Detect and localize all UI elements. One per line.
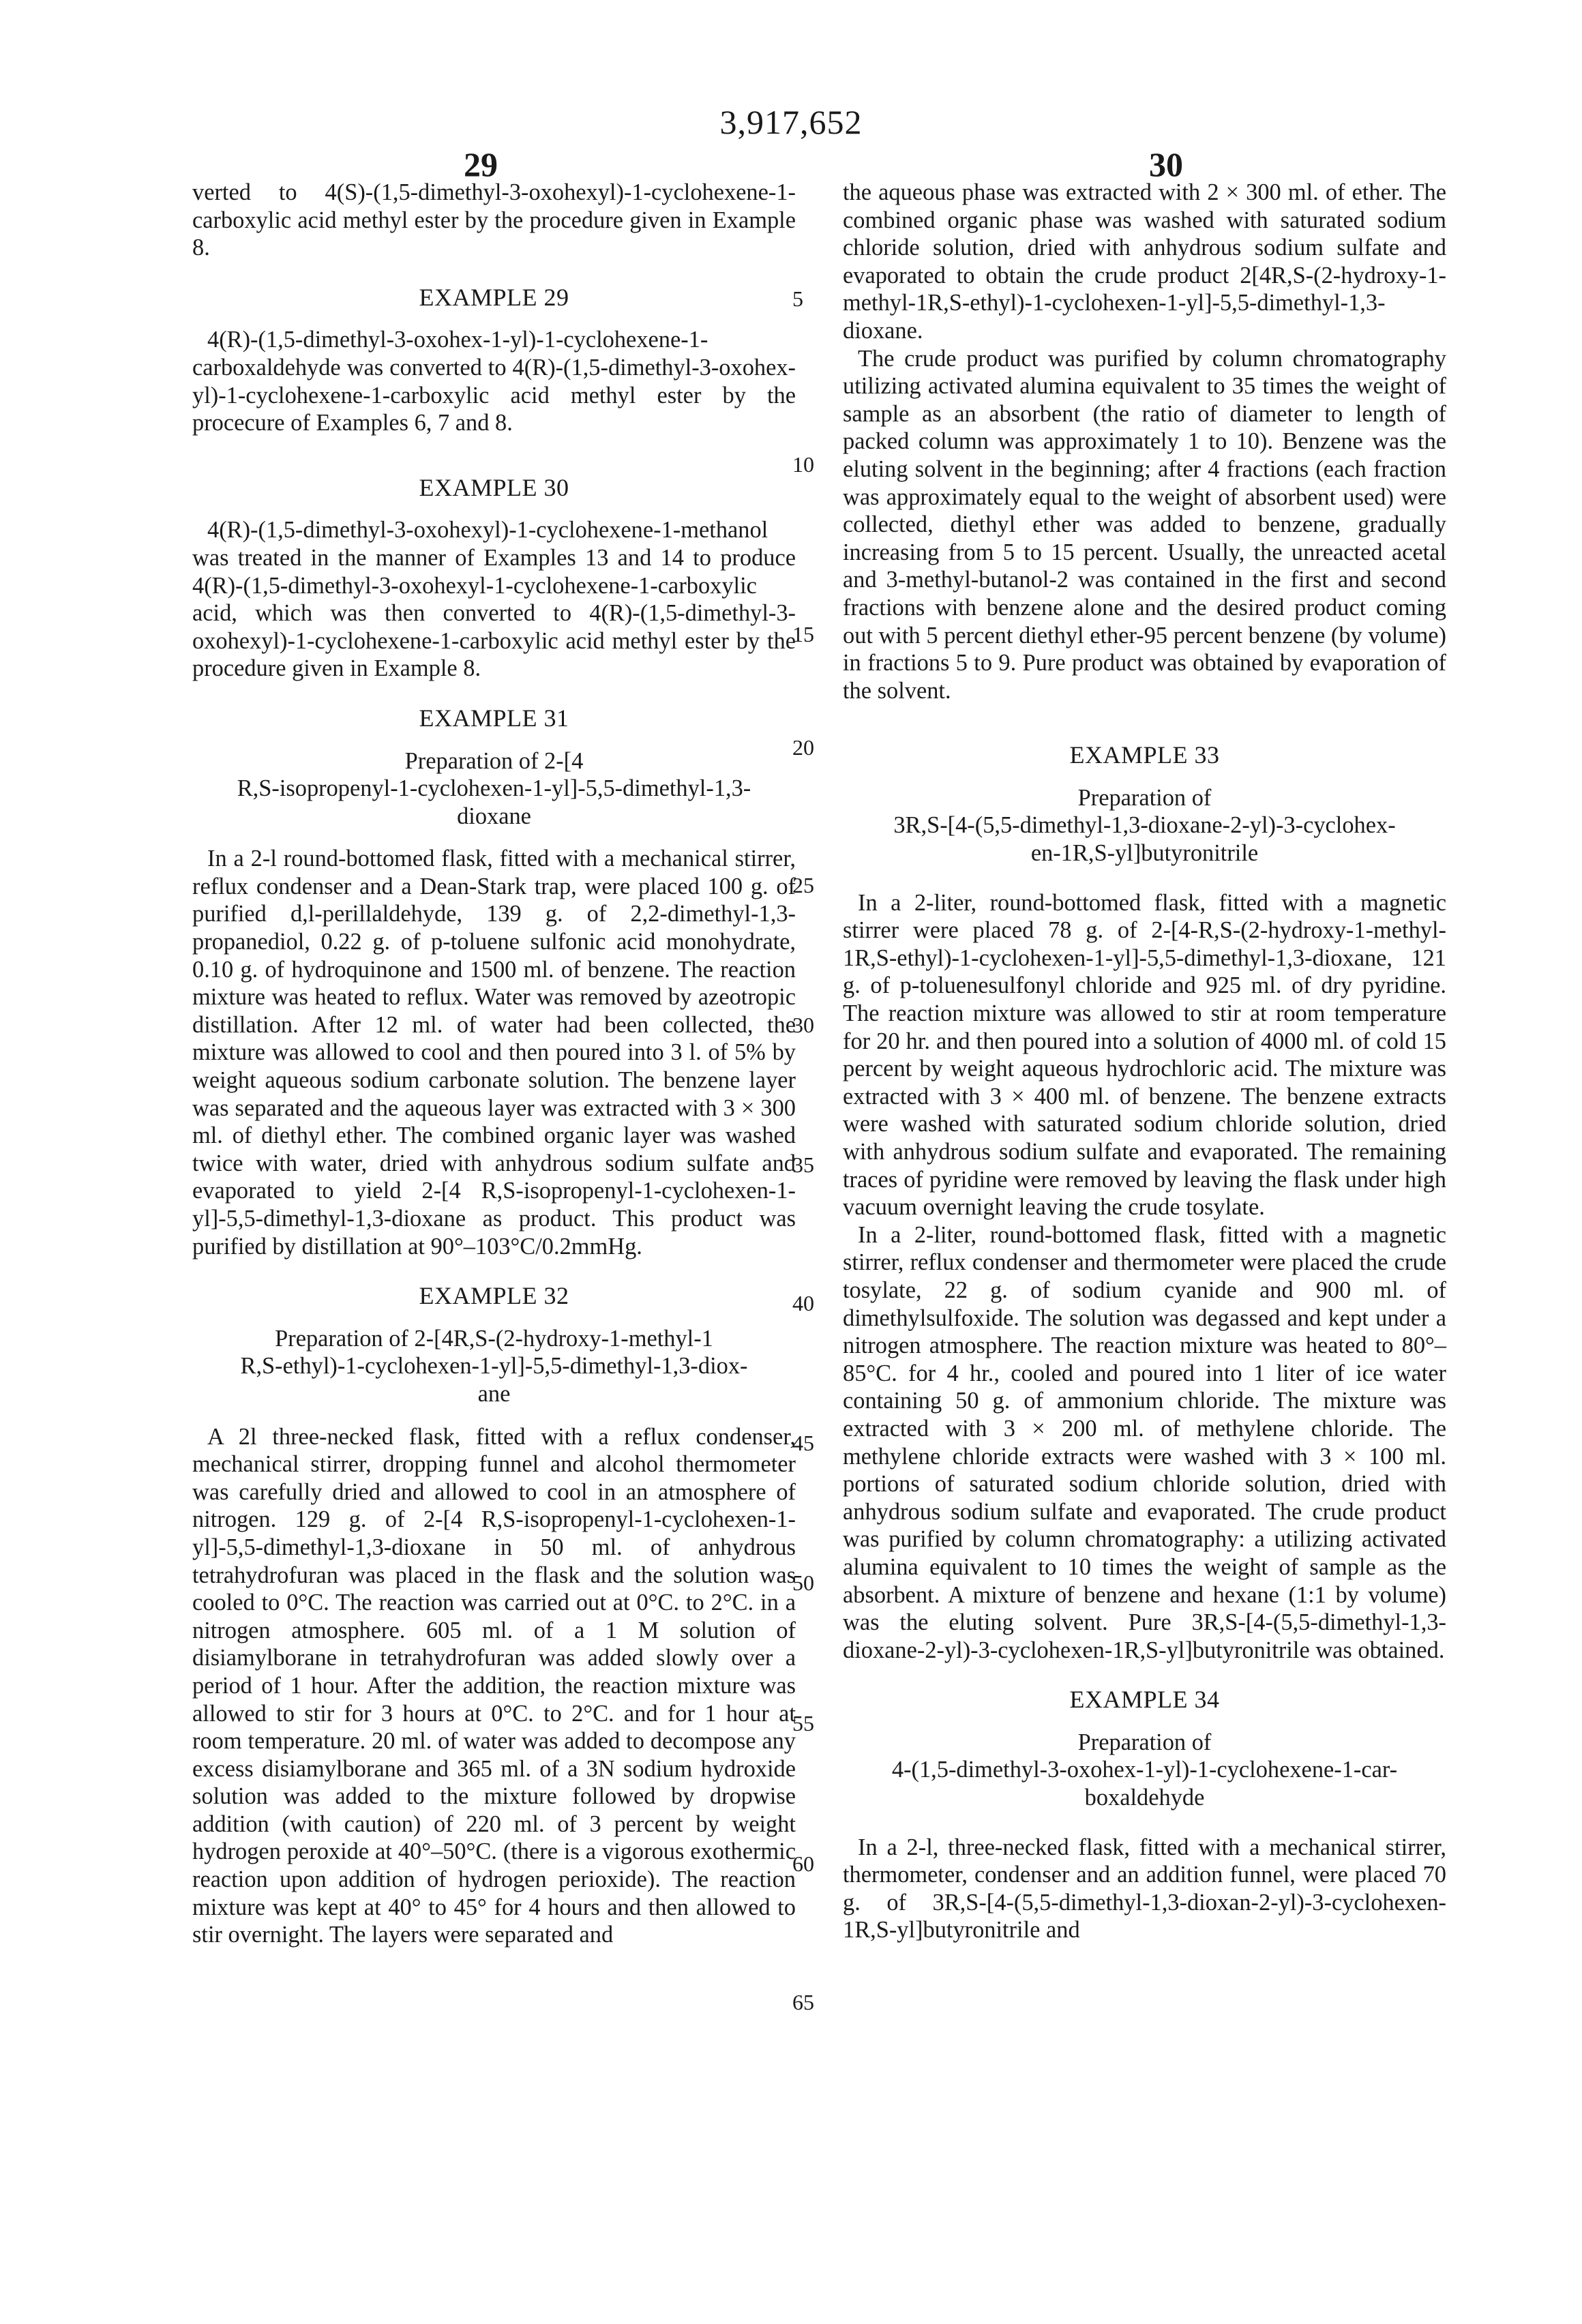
right-column [843,179,1446,1944]
example-32-title-line-3: ane [477,1380,511,1407]
example-34-title-line-1: Preparation of [1077,1729,1212,1755]
example-32-title-line-2: R,S-ethyl)-1-cyclohexen-1-yl]-5,5-dimethyl-1,3-diox- [240,1353,748,1380]
example-33-heading: EXAMPLE 33 [1069,741,1220,769]
line-number: 30 [792,1013,814,1037]
example-29-text: 4(R)-(1,5-dimethyl-3-oxohex-1-yl)-1-cyclohexene-1-carboxaldehyde was converted to 4(R)-(1,5-dimethyl-3-oxohex-yl)-1-cyclohexene-1-carboxylic acid methyl ester by the procecure of Examples 6, 7 and 8. [192,327,796,436]
example-34-heading: EXAMPLE 34 [1069,1686,1220,1714]
line-number: 60 [792,1851,814,1876]
purification-paragraph: The crude product was purified by column chromatography utilizing activated alumina equivalent to 35 times the weight of sample as an absorbent (the ratio of diameter to length of packed column was approximately 1 to 10). Benzene was the eluting solvent in the beginning; after 4 fractions (each fraction was approximately equal to the weight of absorbent used) were collected, diethyl ether was added to benzene, gradually increasing from 5 to 15 percent. Usually, the unreacted acetal and 3-methyl-butanol-2 was contained in the first and second fractions with benzene alone and the desired product coming out with 5 percent diethyl ether-95 percent benzene (by volume) in fractions 5 to 9. Pure product was obtained by evaporation of the solvent. [843,345,1446,704]
example-32-title-line-1: Preparation of 2-[4R,S-(2-hydroxy-1-methyl-1 [275,1325,713,1352]
line-number: 5 [792,286,803,311]
line-number: 20 [792,735,814,760]
example-34-title-line-2: 4-(1,5-dimethyl-3-oxohex-1-yl)-1-cyclohexene-1-car- [891,1757,1398,1783]
line-number: 40 [792,1291,814,1315]
example-31-title-line-2: R,S-isopropenyl-1-cyclohexen-1-yl]-5,5-dimethyl-1,3- [237,775,751,802]
example-30-text: 4(R)-(1,5-dimethyl-3-oxohexyl)-1-cyclohexene-1-methanol was treated in the manner of Examples 13 and 14 to produce 4(R)-(1,5-dimethyl-3-oxohexyl-1-cyclohexene-1-carboxylic acid, which was then converted to 4(R)-(1,5-dimethyl-3-oxohexyl)-1-cyclohexene-1-carboxylic acid methyl ester by the procedure given in Example 8. [192,517,796,682]
example-31-heading: EXAMPLE 31 [419,704,569,732]
line-number: 45 [792,1431,814,1455]
example-32-text: A 2l three-necked flask, fitted with a reflux condenser, mechanical stirrer, dropping funnel and alcohol thermometer was carefully dried and allowed to cool in an atmosphere of nitrogen. 129 g. of 2-[4 R,S-isopropenyl-1-cyclohexen-1-yl]-5,5-dimethyl-1,3-dioxane in 50 ml. of anhydrous tetrahydrofuran was placed in the flask and the solution was cooled to 0°C. The reaction was carried out at 0°C. to 2°C. in a nitrogen atmosphere. 605 ml. of a 1 M solution of disiamylborane in tetrahydrofuran was added slowly over a period of 1 hour. After the addition, the reaction mixture was allowed to stir for 3 hours at 0°C. to 2°C. and for 1 hour at room temperature. 20 ml. of water was added to decompose any excess disiamylborane and 365 ml. of a 3N sodium hydroxide solution was added to the mixture followed by dropwise addition (with caution) of 220 ml. of 3 percent by weight hydrogen peroxide at 40°–50°C. (there is a vigorous exothermic reaction upon addition of hydrogen perioxide). The reaction mixture was kept at 40° to 45° for 4 hours and then allowed to stir overnight. The layers were separated and [192,1423,796,1948]
line-number: 35 [792,1152,814,1177]
example-33-title-line-2: 3R,S-[4-(5,5-dimethyl-1,3-dioxane-2-yl)-3-cyclohex- [893,812,1396,839]
example-29-heading: EXAMPLE 29 [419,283,569,311]
line-number: 15 [792,622,814,646]
continued-paragraph: verted to 4(S)-(1,5-dimethyl-3-oxohexyl)-1-cyclohexene-1-carboxylic acid methyl ester by the procedure given in Example 8. [192,179,796,261]
line-number: 50 [792,1570,814,1595]
example-32-heading: EXAMPLE 32 [419,1282,569,1310]
example-30-heading: EXAMPLE 30 [419,473,569,501]
example-31-title-line-1: Preparation of 2-[4 [404,747,584,774]
example-33-text-2: In a 2-liter, round-bottomed flask, fitted with a magnetic stirrer, reflux condenser and thermometer were placed the crude tosylate, 22 g. of sodium cyanide and 900 ml. of dimethylsulfoxide. The solution was degassed and kept under a nitrogen atmosphere. The reaction mixture was heated to 80°–85°C. for 4 hr., cooled and poured into 1 liter of ice water containing 50 g. of ammonium chloride. The mixture was extracted with 3 × 200 ml. of methylene chloride. The methylene chloride extracts were washed with 3 × 100 ml. portions of saturated sodium chloride solution, dried with anhydrous sodium sulfate and evaporated. The crude product was purified by column chromatography: a utilizing activated alumina equivalent to 10 times the weight of sample as the absorbent. A mixture of benzene and hexane (1:1 by volume) was the eluting solvent. Pure 3R,S-[4-(5,5-dimethyl-1,3-dioxane-2-yl)-3-cyclohexen-1R,S-yl]butyronitrile was obtained. [843,1221,1446,1663]
example-33-title-line-1: Preparation of [1077,784,1212,811]
example-34-text: In a 2-l, three-necked flask, fitted with a mechanical stirrer, thermometer, condenser and an addition funnel, were placed 70 g. of 3R,S-[4-(5,5-dimethyl-1,3-dioxan-2-yl)-3-cyclohexen-1R,S-yl]butyronitrile and [843,1834,1446,1943]
left-column-number: 29 [464,145,498,183]
line-number: 10 [792,452,814,477]
example-34-title-line-3: boxaldehyde [1084,1785,1205,1811]
continued-paragraph: the aqueous phase was extracted with 2 × 300 ml. of ether. The combined organic phase was washed with saturated sodium chloride solution, dried with anhydrous sodium sulfate and evaporated to obtain the crude product 2[4R,S-(2-hydroxy-1-methyl-1R,S-ethyl)-1-cyclohexen-1-yl]-5,5-dimethyl-1,3-dioxane. [843,179,1446,344]
example-31-text: In a 2-l round-bottomed flask, fitted with a mechanical stirrer, reflux condenser and a Dean-Stark trap, were placed 100 g. of purified d,l-perillaldehyde, 139 g. of 2,2-dimethyl-1,3-propanediol, 0.22 g. of p-toluene sulfonic acid monohydrate, 0.10 g. of hydroquinone and 1500 ml. of benzene. The reaction mixture was heated to reflux. Water was removed by azeotropic distillation. After 12 ml. of water had been collected, the mixture was allowed to cool and then poured into 3 l. of 5% by weight aqueous sodium carbonate solution. The benzene layer was separated and the aqueous layer was extracted with 3 × 300 ml. of diethyl ether. The combined organic layer was washed twice with water, dried with anhydrous sodium sulfate and evaporated to yield 2-[4 R,S-isopropenyl-1-cyclohexen-1-yl]-5,5-dimethyl-1,3-dioxane as product. This product was purified by distillation at 90°–103°C/0.2mmHg. [192,846,796,1260]
line-number: 25 [792,873,814,897]
left-column [192,179,796,1949]
example-33-text-1: In a 2-liter, round-bottomed flask, fitted with a magnetic stirrer were placed 78 g. of 2-[4-R,S-(2-hydroxy-1-methyl-1R,S-ethyl)-1-cyclohexen-1-yl]-5,5-dimethyl-1,3-dioxane, 121 g. of p-toluenesulfonyl chloride and 925 ml. of dry pyridine. The reaction mixture was allowed to stir at room temperature for 20 hr. and then poured into a solution of 4000 ml. of cold 15 percent by weight aqueous hydrochloric acid. The mixture was extracted with 3 × 400 ml. of benzene. The benzene extracts were washed with saturated sodium chloride solution, dried with anhydrous sodium sulfate and evaporated. The remaining traces of pyridine were removed by leaving the flask under high vacuum overnight leaving the crude tosylate. [843,889,1446,1221]
example-33-title-line-3: en-1R,S-yl]butyronitrile [1030,840,1259,867]
line-number: 65 [792,1990,814,2014]
example-31-title-line-3: dioxane [457,803,531,829]
line-number: 55 [792,1711,814,1735]
right-column-number: 30 [1149,145,1183,183]
patent-number: 3,917,652 [719,103,863,141]
